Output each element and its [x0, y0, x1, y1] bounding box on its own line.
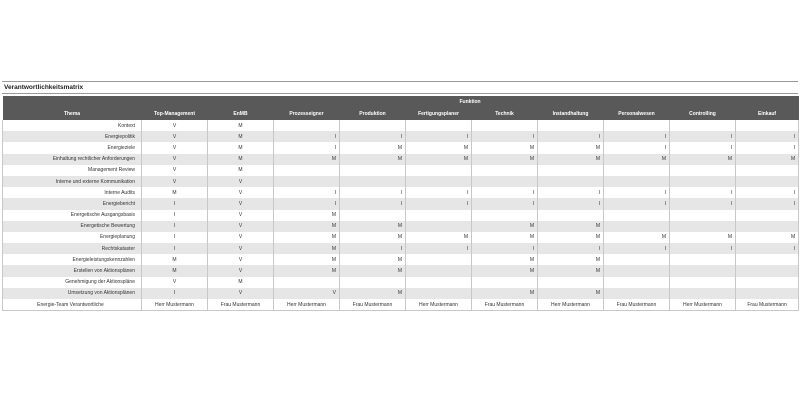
table-row: [3, 176, 799, 187]
matrix-cell: [406, 221, 472, 232]
matrix-cell: V: [208, 210, 274, 221]
row-topic: Umsetzung von Aktionsplänen: [3, 288, 142, 299]
matrix-cell: [274, 165, 340, 176]
row-topic: Interne und externe Kommunikation: [3, 176, 142, 187]
matrix-cell: [340, 277, 406, 288]
matrix-cell: V: [142, 154, 208, 165]
row-topic: Kontext: [3, 120, 142, 131]
matrix-cell: I: [274, 131, 340, 142]
matrix-cell: M: [472, 154, 538, 165]
matrix-cell: [472, 277, 538, 288]
matrix-cell: [274, 120, 340, 131]
matrix-cell: M: [406, 142, 472, 153]
table-row: [3, 265, 799, 276]
matrix-cell: I: [142, 198, 208, 209]
page-title: Verantwortlichkeitsmatrix: [4, 84, 84, 91]
table-row: [3, 277, 799, 288]
matrix-cell: [472, 165, 538, 176]
matrix-cell: I: [142, 232, 208, 243]
table-row: [3, 154, 799, 165]
table-row: [3, 243, 799, 254]
column-header: Controlling: [670, 108, 736, 120]
row-topic: Rechtskataster: [3, 243, 142, 254]
matrix-cell: I: [538, 198, 604, 209]
table-row: [3, 221, 799, 232]
matrix-cell: [406, 210, 472, 221]
matrix-cell: M: [274, 221, 340, 232]
matrix-cell: I: [472, 198, 538, 209]
row-topic: Erstellen von Aktionsplänen: [3, 265, 142, 276]
matrix-cell: I: [670, 142, 736, 153]
matrix-cell: M: [538, 154, 604, 165]
row-topic: Energiebericht: [3, 198, 142, 209]
matrix-cell: [736, 165, 799, 176]
matrix-cell: [406, 265, 472, 276]
matrix-cell: M: [340, 142, 406, 153]
row-topic: Energieziele: [3, 142, 142, 153]
matrix-cell: [340, 210, 406, 221]
matrix-cell: M: [538, 254, 604, 265]
matrix-cell: I: [736, 131, 799, 142]
matrix-cell: I: [142, 288, 208, 299]
matrix-cell: M: [274, 243, 340, 254]
matrix-cell: [604, 210, 670, 221]
matrix-cell: [472, 210, 538, 221]
matrix-cell: [604, 120, 670, 131]
matrix-cell: Frau Mustermann: [208, 299, 274, 311]
matrix-cell: [670, 210, 736, 221]
matrix-cell: M: [604, 154, 670, 165]
matrix-cell: M: [142, 187, 208, 198]
table-row: [3, 210, 799, 221]
matrix-cell: [406, 277, 472, 288]
matrix-cell: [736, 210, 799, 221]
row-topic: Energie-Team Verantwortliche: [3, 299, 142, 311]
matrix-cell: [472, 176, 538, 187]
matrix-cell: I: [670, 131, 736, 142]
matrix-cell: [274, 176, 340, 187]
matrix-cell: Frau Mustermann: [472, 299, 538, 311]
matrix-cell: [736, 221, 799, 232]
matrix-cell: [538, 277, 604, 288]
matrix-cell: [604, 254, 670, 265]
matrix-cell: I: [274, 198, 340, 209]
matrix-cell: M: [472, 221, 538, 232]
matrix-cell: V: [208, 198, 274, 209]
matrix-cell: M: [274, 210, 340, 221]
matrix-cell: I: [142, 243, 208, 254]
column-header: Fertigungsplaner: [406, 108, 472, 120]
matrix-cell: M: [406, 232, 472, 243]
column-header: Einkauf: [736, 108, 799, 120]
matrix-cell: V: [208, 265, 274, 276]
matrix-cell: I: [604, 198, 670, 209]
matrix-cell: I: [736, 187, 799, 198]
matrix-cell: M: [472, 142, 538, 153]
row-topic: Interne Audits: [3, 187, 142, 198]
matrix-cell: [406, 288, 472, 299]
table-row: [3, 299, 799, 311]
matrix-cell: [670, 277, 736, 288]
matrix-cell: [604, 221, 670, 232]
matrix-cell: M: [340, 221, 406, 232]
matrix-cell: I: [406, 187, 472, 198]
header-column-row: [3, 108, 799, 120]
matrix-cell: [736, 265, 799, 276]
table-row: [3, 288, 799, 299]
matrix-cell: I: [736, 142, 799, 153]
matrix-cell: [670, 288, 736, 299]
matrix-cell: I: [142, 210, 208, 221]
matrix-cell: I: [604, 142, 670, 153]
column-header: Prozesseigner: [274, 108, 340, 120]
matrix-cell: [670, 176, 736, 187]
matrix-cell: [406, 120, 472, 131]
row-topic: Energetische Ausgangsbasis: [3, 210, 142, 221]
top-rule: [2, 81, 798, 82]
matrix-cell: Herr Mustermann: [538, 299, 604, 311]
matrix-cell: [538, 165, 604, 176]
matrix-cell: Herr Mustermann: [274, 299, 340, 311]
matrix-cell: M: [538, 221, 604, 232]
matrix-cell: Frau Mustermann: [340, 299, 406, 311]
matrix-cell: I: [406, 198, 472, 209]
matrix-cell: I: [604, 243, 670, 254]
header-group-label: Funktion: [142, 96, 799, 108]
table-row: [3, 131, 799, 142]
matrix-cell: [472, 120, 538, 131]
column-header: Personalwesen: [604, 108, 670, 120]
matrix-cell: V: [142, 131, 208, 142]
matrix-cell: [604, 176, 670, 187]
matrix-cell: [604, 288, 670, 299]
matrix-cell: Herr Mustermann: [406, 299, 472, 311]
matrix-cell: I: [340, 187, 406, 198]
matrix-cell: M: [274, 232, 340, 243]
table-row: [3, 254, 799, 265]
column-header: Produktion: [340, 108, 406, 120]
column-header: Technik: [472, 108, 538, 120]
matrix-cell: [670, 221, 736, 232]
matrix-cell: I: [472, 243, 538, 254]
matrix-cell: M: [340, 254, 406, 265]
matrix-cell: V: [208, 187, 274, 198]
matrix-cell: M: [142, 254, 208, 265]
table-body: [3, 120, 799, 311]
matrix-cell: [406, 165, 472, 176]
matrix-cell: M: [208, 120, 274, 131]
row-topic: Energiepolitik: [3, 131, 142, 142]
matrix-cell: I: [736, 198, 799, 209]
matrix-cell: I: [538, 243, 604, 254]
column-header: Instandhaltung: [538, 108, 604, 120]
matrix-cell: I: [340, 198, 406, 209]
matrix-cell: [604, 265, 670, 276]
row-topic: Einhaltung rechtlicher Anforderungen: [3, 154, 142, 165]
table-header: [3, 96, 799, 120]
matrix-cell: [736, 176, 799, 187]
matrix-cell: M: [274, 154, 340, 165]
row-topic: Management Review: [3, 165, 142, 176]
matrix-cell: M: [538, 142, 604, 153]
matrix-cell: V: [142, 165, 208, 176]
matrix-cell: M: [406, 154, 472, 165]
matrix-cell: M: [472, 232, 538, 243]
title-rule: [2, 93, 798, 94]
matrix-cell: I: [274, 187, 340, 198]
matrix-cell: I: [274, 142, 340, 153]
table-row: [3, 142, 799, 153]
matrix-cell: [736, 277, 799, 288]
matrix-cell: V: [208, 243, 274, 254]
matrix-cell: I: [406, 131, 472, 142]
matrix-cell: Frau Mustermann: [736, 299, 799, 311]
matrix-cell: I: [670, 198, 736, 209]
matrix-cell: M: [340, 232, 406, 243]
matrix-cell: M: [208, 154, 274, 165]
matrix-cell: [736, 254, 799, 265]
matrix-cell: [670, 165, 736, 176]
table-row: [3, 165, 799, 176]
matrix-cell: [274, 277, 340, 288]
matrix-cell: V: [142, 176, 208, 187]
matrix-cell: I: [604, 187, 670, 198]
matrix-cell: I: [670, 187, 736, 198]
matrix-cell: V: [142, 277, 208, 288]
matrix-cell: I: [472, 187, 538, 198]
matrix-cell: [340, 120, 406, 131]
matrix-cell: I: [472, 131, 538, 142]
matrix-cell: V: [208, 221, 274, 232]
matrix-cell: M: [736, 154, 799, 165]
matrix-cell: M: [472, 265, 538, 276]
matrix-cell: Frau Mustermann: [604, 299, 670, 311]
matrix-cell: [604, 165, 670, 176]
matrix-cell: M: [208, 277, 274, 288]
matrix-cell: M: [538, 288, 604, 299]
matrix-cell: [670, 120, 736, 131]
row-topic: Energetische Bewertung: [3, 221, 142, 232]
matrix-cell: [538, 176, 604, 187]
matrix-cell: V: [142, 142, 208, 153]
matrix-cell: M: [538, 232, 604, 243]
header-topic-label: Thema: [3, 108, 142, 120]
matrix-cell: [538, 210, 604, 221]
matrix-cell: Herr Mustermann: [670, 299, 736, 311]
matrix-cell: I: [670, 243, 736, 254]
header-blank-cell: [3, 96, 142, 108]
matrix-cell: M: [340, 154, 406, 165]
matrix-cell: [340, 176, 406, 187]
matrix-cell: [670, 265, 736, 276]
matrix-cell: V: [208, 254, 274, 265]
matrix-cell: [406, 254, 472, 265]
table-row: [3, 120, 799, 131]
matrix-cell: [340, 165, 406, 176]
row-topic: Genehmigung der Aktionspläne: [3, 277, 142, 288]
matrix-cell: M: [472, 254, 538, 265]
column-header: Top-Management: [142, 108, 208, 120]
matrix-cell: V: [208, 176, 274, 187]
table-row: [3, 198, 799, 209]
matrix-cell: V: [208, 288, 274, 299]
matrix-cell: I: [604, 131, 670, 142]
matrix-cell: I: [340, 131, 406, 142]
matrix-cell: M: [538, 265, 604, 276]
matrix-cell: M: [208, 142, 274, 153]
header-group-row: [3, 96, 799, 108]
matrix-cell: M: [340, 288, 406, 299]
matrix-cell: [736, 288, 799, 299]
matrix-cell: [406, 176, 472, 187]
matrix-cell: V: [274, 288, 340, 299]
row-topic: Energieplanung: [3, 232, 142, 243]
matrix-cell: I: [736, 243, 799, 254]
matrix-cell: M: [142, 265, 208, 276]
matrix-cell: Herr Mustermann: [142, 299, 208, 311]
matrix-cell: I: [340, 243, 406, 254]
matrix-cell: [538, 120, 604, 131]
table-row: [3, 232, 799, 243]
matrix-cell: V: [142, 120, 208, 131]
matrix-cell: I: [142, 221, 208, 232]
matrix-cell: M: [208, 131, 274, 142]
responsibility-matrix-table: [2, 96, 799, 311]
matrix-cell: M: [274, 254, 340, 265]
matrix-cell: M: [736, 232, 799, 243]
matrix-cell: [736, 120, 799, 131]
matrix-cell: [604, 277, 670, 288]
matrix-cell: M: [604, 232, 670, 243]
column-header: EnMB: [208, 108, 274, 120]
matrix-cell: M: [208, 165, 274, 176]
table-row: [3, 187, 799, 198]
matrix-cell: M: [274, 265, 340, 276]
matrix-cell: M: [340, 265, 406, 276]
matrix-cell: M: [472, 288, 538, 299]
matrix-cell: I: [538, 131, 604, 142]
matrix-cell: I: [406, 243, 472, 254]
matrix-cell: M: [670, 154, 736, 165]
matrix-cell: I: [538, 187, 604, 198]
matrix-cell: M: [670, 232, 736, 243]
matrix-cell: V: [208, 232, 274, 243]
row-topic: Energieleistungskennzahlen: [3, 254, 142, 265]
matrix-cell: [670, 254, 736, 265]
